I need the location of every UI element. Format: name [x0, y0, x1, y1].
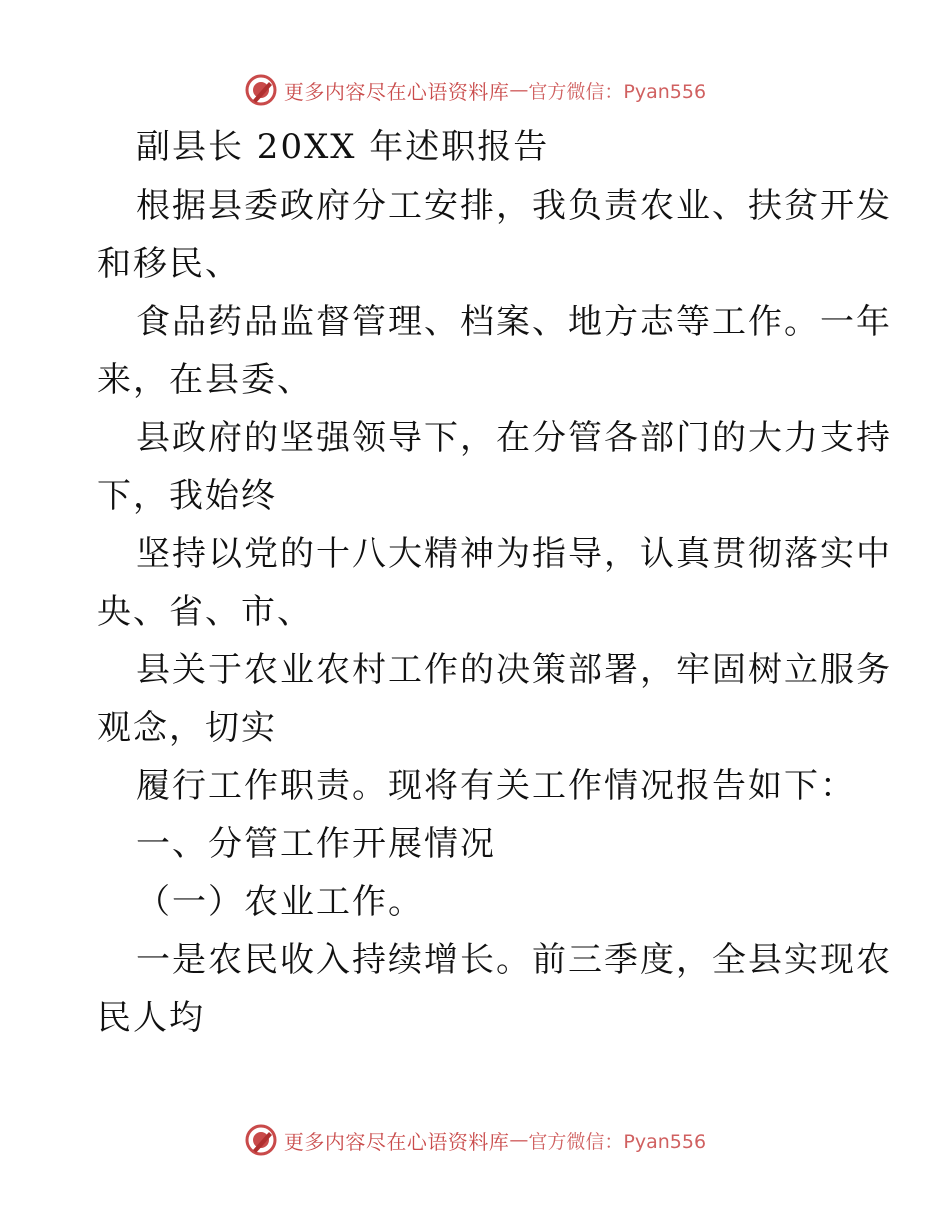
- paragraph-line: 民人均: [97, 998, 205, 1038]
- paragraph-line: 下，我始终: [97, 476, 277, 516]
- footer-banner-wechat: 官方微信：Pyan556: [528, 1130, 707, 1153]
- header-banner-wechat: 官方微信：Pyan556: [528, 80, 707, 103]
- paragraph-line: 根据县委政府分工安排，我负责农业、扶贫开发: [136, 186, 892, 226]
- section-heading: 一、分管工作开展情况: [136, 824, 496, 864]
- header-banner-text: 更多内容尽在心语资料库: [283, 79, 510, 104]
- paragraph-line: 来，在县委、: [97, 360, 313, 400]
- paragraph-line: 食品药品监督管理、档案、地方志等工作。一年: [136, 302, 892, 342]
- paragraph-line: 一是农民收入持续增长。前三季度，全县实现农: [136, 940, 892, 980]
- paragraph-line: 观念，切实: [97, 708, 277, 748]
- paragraph-line: 履行工作职责。现将有关工作情况报告如下：: [136, 766, 856, 806]
- paragraph-line: 坚持以党的十八大精神为指导，认真贯彻落实中: [136, 534, 892, 574]
- document-title: 副县长 20XX 年述职报告: [136, 127, 550, 167]
- header-banner-dash: —: [509, 79, 529, 101]
- paragraph-line: 和移民、: [97, 244, 241, 284]
- paragraph-line: 央、省、市、: [97, 592, 313, 632]
- footer-banner-text: 更多内容尽在心语资料库: [283, 1129, 510, 1154]
- header-watermark-banner: [0, 70, 950, 110]
- paragraph-line: 县政府的坚强领导下，在分管各部门的大力支持: [136, 418, 892, 458]
- footer-banner-dash: —: [509, 1129, 529, 1151]
- pen-logo-icon: [244, 73, 278, 107]
- paragraph-line: 县关于农业农村工作的决策部署，牢固树立服务: [136, 650, 892, 690]
- pen-logo-icon: [244, 1123, 278, 1157]
- subsection-heading: （一）农业工作。: [136, 882, 424, 922]
- footer-watermark-banner: [0, 1120, 950, 1160]
